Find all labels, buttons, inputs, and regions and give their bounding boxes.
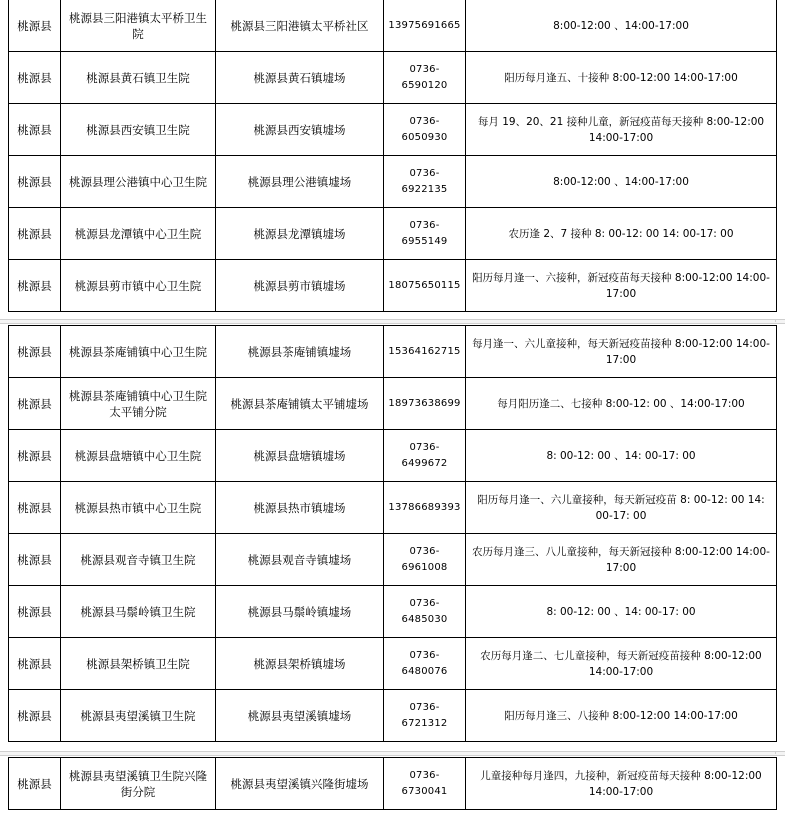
county-cell: 桃源县: [9, 260, 61, 312]
county-cell: 桃源县: [9, 326, 61, 378]
table-row: [9, 156, 777, 208]
table-row: [9, 52, 777, 104]
vaccination-site-table: [8, 325, 777, 742]
phone-cell: 0736-6730041: [384, 758, 466, 810]
facility-cell: 桃源县夷望溪镇卫生院: [61, 690, 216, 742]
location-cell: 桃源县茶庵铺镇墟场: [216, 326, 384, 378]
facility-cell: 桃源县夷望溪镇卫生院兴隆街分院: [61, 758, 216, 810]
vaccination-site-table: [8, 757, 777, 810]
facility-cell: 桃源县架桥镇卫生院: [61, 638, 216, 690]
county-cell: 桃源县: [9, 586, 61, 638]
county-cell: 桃源县: [9, 378, 61, 430]
table-row: [9, 378, 777, 430]
facility-cell: 桃源县三阳港镇太平桥卫生院: [61, 0, 216, 52]
schedule-cell: 8:00-12:00 、14:00-17:00: [466, 156, 777, 208]
phone-cell: 0736-6590120: [384, 52, 466, 104]
facility-cell: 桃源县龙潭镇中心卫生院: [61, 208, 216, 260]
table-row: [9, 758, 777, 810]
phone-cell: 18973638699: [384, 378, 466, 430]
location-cell: 桃源县夷望溪镇墟场: [216, 690, 384, 742]
location-cell: 桃源县西安镇墟场: [216, 104, 384, 156]
phone-cell: 13975691665: [384, 0, 466, 52]
phone-cell: 13786689393: [384, 482, 466, 534]
table-row: [9, 208, 777, 260]
phone-cell: 15364162715: [384, 326, 466, 378]
schedule-cell: 农历逢 2、7 接种 8: 00-12: 00 14: 00-17: 00: [466, 208, 777, 260]
location-cell: 桃源县茶庵铺镇太平铺墟场: [216, 378, 384, 430]
schedule-cell: 每月阳历逢二、七接种 8:00-12: 00 、14:00-17:00: [466, 378, 777, 430]
facility-cell: 桃源县剪市镇中心卫生院: [61, 260, 216, 312]
phone-cell: 18075650115: [384, 260, 466, 312]
phone-cell: 0736-6485030: [384, 586, 466, 638]
county-cell: 桃源县: [9, 430, 61, 482]
location-cell: 桃源县龙潭镇墟场: [216, 208, 384, 260]
phone-cell: 0736-6922135: [384, 156, 466, 208]
schedule-cell: 阳历每月逢三、八接种 8:00-12:00 14:00-17:00: [466, 690, 777, 742]
county-cell: 桃源县: [9, 52, 61, 104]
table-row: [9, 0, 777, 52]
county-cell: 桃源县: [9, 638, 61, 690]
county-cell: 桃源县: [9, 0, 61, 52]
schedule-cell: 8: 00-12: 00 、14: 00-17: 00: [466, 586, 777, 638]
page-break: [0, 751, 785, 756]
table-page-3: [8, 757, 776, 810]
phone-cell: 0736-6961008: [384, 534, 466, 586]
location-cell: 桃源县剪市镇墟场: [216, 260, 384, 312]
phone-cell: 0736-6721312: [384, 690, 466, 742]
facility-cell: 桃源县茶庵铺镇中心卫生院: [61, 326, 216, 378]
location-cell: 桃源县理公港镇墟场: [216, 156, 384, 208]
facility-cell: 桃源县黄石镇卫生院: [61, 52, 216, 104]
location-cell: 桃源县盘塘镇墟场: [216, 430, 384, 482]
table-row: [9, 690, 777, 742]
table-page-2: [8, 325, 776, 742]
facility-cell: 桃源县热市镇中心卫生院: [61, 482, 216, 534]
table-row: [9, 638, 777, 690]
county-cell: 桃源县: [9, 758, 61, 810]
phone-cell: 0736-6050930: [384, 104, 466, 156]
facility-cell: 桃源县盘塘镇中心卫生院: [61, 430, 216, 482]
county-cell: 桃源县: [9, 104, 61, 156]
county-cell: 桃源县: [9, 534, 61, 586]
location-cell: 桃源县黄石镇墟场: [216, 52, 384, 104]
facility-cell: 桃源县马鬃岭镇卫生院: [61, 586, 216, 638]
schedule-cell: 阳历每月逢一、六儿童接种，每天新冠疫苗 8: 00-12: 00 14: 00-17: 00: [466, 482, 777, 534]
table-row: [9, 326, 777, 378]
page-break: [0, 319, 785, 324]
facility-cell: 桃源县理公港镇中心卫生院: [61, 156, 216, 208]
schedule-cell: 每月逢一、六儿童接种，每天新冠疫苗接种 8:00-12:00 14:00-17:00: [466, 326, 777, 378]
schedule-cell: 农历每月逢三、八儿童接种，每天新冠接种 8:00-12:00 14:00-17:00: [466, 534, 777, 586]
location-cell: 桃源县观音寺镇墟场: [216, 534, 384, 586]
schedule-cell: 儿童接种每月逢四，九接种，新冠疫苗每天接种 8:00-12:00 14:00-17:00: [466, 758, 777, 810]
facility-cell: 桃源县观音寺镇卫生院: [61, 534, 216, 586]
county-cell: 桃源县: [9, 690, 61, 742]
table-row: [9, 586, 777, 638]
phone-cell: 0736-6955149: [384, 208, 466, 260]
county-cell: 桃源县: [9, 482, 61, 534]
county-cell: 桃源县: [9, 208, 61, 260]
table-row: [9, 260, 777, 312]
schedule-cell: 阳历每月逢五、十接种 8:00-12:00 14:00-17:00: [466, 52, 777, 104]
facility-cell: 桃源县西安镇卫生院: [61, 104, 216, 156]
county-cell: 桃源县: [9, 156, 61, 208]
schedule-cell: 每月 19、20、21 接种儿童，新冠疫苗每天接种 8:00-12:00 14:00-17:00: [466, 104, 777, 156]
location-cell: 桃源县架桥镇墟场: [216, 638, 384, 690]
table-row: [9, 104, 777, 156]
phone-cell: 0736-6480076: [384, 638, 466, 690]
schedule-cell: 8:00-12:00 、14:00-17:00: [466, 0, 777, 52]
phone-cell: 0736-6499672: [384, 430, 466, 482]
location-cell: 桃源县马鬃岭镇墟场: [216, 586, 384, 638]
location-cell: 桃源县热市镇墟场: [216, 482, 384, 534]
table-row: [9, 430, 777, 482]
table-row: [9, 482, 777, 534]
vaccination-site-table: [8, 0, 777, 312]
table-row: [9, 534, 777, 586]
location-cell: 桃源县夷望溪镇兴隆街墟场: [216, 758, 384, 810]
table-page-1: [8, 0, 776, 312]
schedule-cell: 农历每月逢二、七儿童接种，每天新冠疫苗接种 8:00-12:00 14:00-17:00: [466, 638, 777, 690]
facility-cell: 桃源县茶庵铺镇中心卫生院太平铺分院: [61, 378, 216, 430]
schedule-cell: 8: 00-12: 00 、14: 00-17: 00: [466, 430, 777, 482]
location-cell: 桃源县三阳港镇太平桥社区: [216, 0, 384, 52]
schedule-cell: 阳历每月逢一、六接种，新冠疫苗每天接种 8:00-12:00 14:00-17:00: [466, 260, 777, 312]
